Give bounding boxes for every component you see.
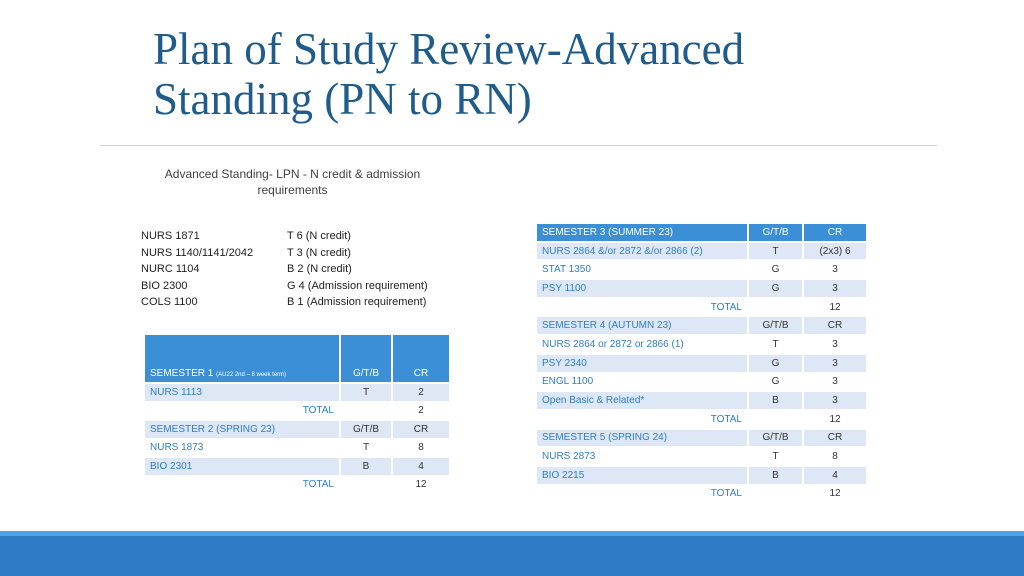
course-gtb: B [749,392,802,409]
title-line-2: Standing (PN to RN) [153,74,532,124]
semester-1-note: (AU22 2nd – 8 week term) [216,372,287,378]
cr-header: CR [804,430,866,447]
course-credits: 8 [804,448,866,465]
course-credits: 4 [804,467,866,484]
table-row [537,374,866,391]
course-gtb: B [749,467,802,484]
subtitle [150,166,435,198]
course-name: NURS 2864 or 2872 or 2866 (1) [537,336,747,353]
total-row [537,486,866,503]
total-gtb [341,403,391,420]
total-credits: 12 [804,411,866,428]
course-credits: 3 [804,355,866,372]
course-gtb: G [749,280,802,297]
course-credits: 3 [804,280,866,297]
subtitle-line-1: Advanced Standing- LPN - N credit & admission [164,167,421,181]
credit-detail: B 2 (N credit) [287,263,352,275]
footer-accent-line [0,531,1024,536]
total-label: TOTAL [537,299,747,316]
course-gtb: T [341,440,391,457]
total-label: TOTAL [145,477,339,494]
subtitle-line-2: requirements [257,183,328,197]
table-row [145,458,449,475]
title-line-1: Plan of Study Review-Advanced [153,24,745,74]
gtb-header: G/T/B [341,421,391,438]
footer-bar [0,531,1024,576]
credit-detail: G 4 (Admission requirement) [287,279,428,292]
course-credits: 3 [804,261,866,278]
semester-1-label: SEMESTER 1 [150,368,214,379]
credit-course: COLS 1100 [141,296,198,308]
total-label: TOTAL [145,403,339,420]
page-title [153,24,744,124]
table-row [537,280,866,297]
table-row [537,448,866,465]
course-credits: 8 [393,440,449,457]
total-gtb [749,486,802,503]
table-row [537,243,866,260]
title-divider [100,145,937,146]
course-gtb: G [749,374,802,391]
course-name: BIO 2215 [537,467,747,484]
total-label: TOTAL [537,486,747,503]
credit-detail: T 3 (N credit) [287,246,351,259]
course-name: PSY 2340 [537,355,747,372]
semester-1-2-table [143,333,451,495]
cr-header: CR [393,335,449,382]
total-row [145,403,449,420]
credit-detail: T 6 (N credit) [287,230,351,242]
gtb-header: G/T/B [341,335,391,382]
course-name: PSY 1100 [537,280,747,297]
table-row [537,336,866,353]
course-name: NURS 2873 [537,448,747,465]
table-row [145,384,449,401]
semester-3-5-table [535,222,868,504]
gtb-header: G/T/B [749,317,802,334]
course-name: Open Basic & Related* [537,392,747,409]
total-row [537,411,866,428]
cr-header: CR [804,317,866,334]
semester-header-row [537,317,866,334]
table-header-row [145,335,449,382]
total-gtb [749,411,802,428]
semester-1-header [145,335,339,382]
course-gtb: T [749,448,802,465]
course-gtb: G [749,355,802,372]
total-row [537,299,866,316]
total-gtb [341,477,391,494]
credit-course: NURS 1871 [141,230,200,242]
course-name: BIO 2301 [145,458,339,475]
course-gtb: T [341,384,391,401]
credit-course: NURC 1104 [141,263,200,275]
semester-3-label: SEMESTER 3 (SUMMER 23) [537,224,747,241]
credit-course: NURS 1140/1141/2042 [141,246,254,259]
course-name: STAT 1350 [537,261,747,278]
course-credits: 4 [393,458,449,475]
total-credits: 12 [804,299,866,316]
semester-header-row [145,421,449,438]
course-credits: (2x3) 6 [804,243,866,260]
course-gtb: B [341,458,391,475]
course-credits: 3 [804,336,866,353]
table-row [537,467,866,484]
course-gtb: T [749,336,802,353]
course-name: NURS 2864 &/or 2872 &/or 2866 (2) [537,243,747,260]
table-row [537,261,866,278]
total-credits: 12 [393,477,449,494]
table-row [537,392,866,409]
course-credits: 3 [804,374,866,391]
semester-4-label: SEMESTER 4 (AUTUMN 23) [537,317,747,334]
table-header-row [537,224,866,241]
total-row [145,477,449,494]
total-gtb [749,299,802,316]
total-label: TOTAL [537,411,747,428]
table-row [537,355,866,372]
course-name: NURS 1873 [145,440,339,457]
credit-detail: B 1 (Admission requirement) [287,296,427,308]
course-gtb: G [749,261,802,278]
total-credits: 2 [393,403,449,420]
semester-header-row [537,430,866,447]
course-credits: 2 [393,384,449,401]
course-credits: 3 [804,392,866,409]
credit-course: BIO 2300 [141,279,188,292]
cr-header: CR [393,421,449,438]
gtb-header: G/T/B [749,224,802,241]
cr-header: CR [804,224,866,241]
total-credits: 12 [804,486,866,503]
course-name: ENGL 1100 [537,374,747,391]
table-row [145,440,449,457]
course-gtb: T [749,243,802,260]
gtb-header: G/T/B [749,430,802,447]
course-name: NURS 1113 [145,384,339,401]
semester-2-label: SEMESTER 2 (SPRING 23) [145,421,339,438]
semester-5-label: SEMESTER 5 (SPRING 24) [537,430,747,447]
